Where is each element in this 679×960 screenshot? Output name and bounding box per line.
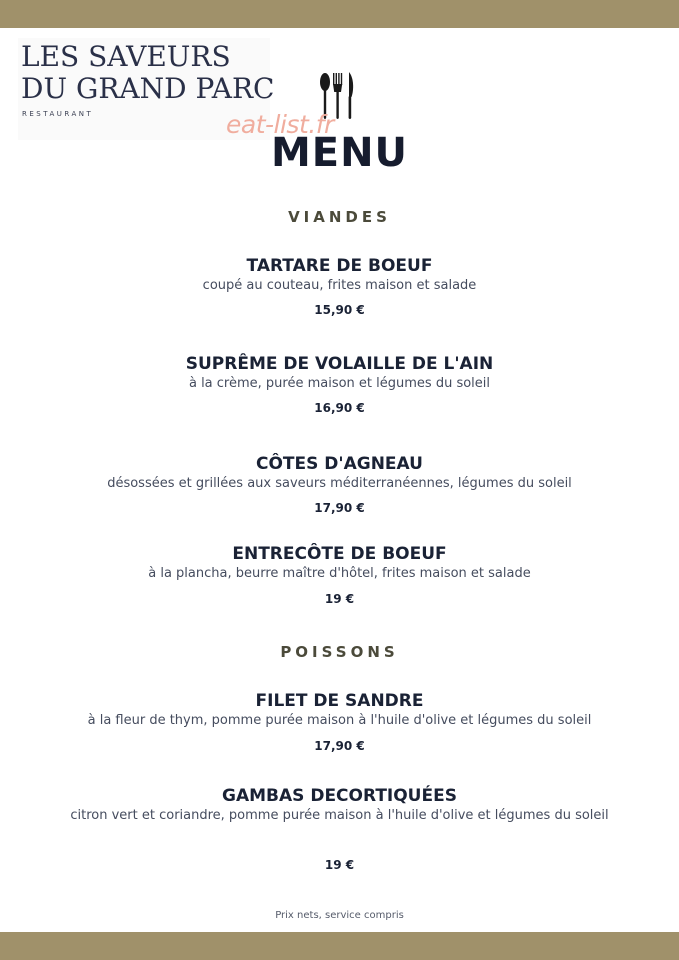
dish-supreme-volaille (0, 353, 679, 393)
menu-title: MENU (270, 130, 409, 176)
dish-name: FILET DE SANDRE (255, 691, 424, 711)
dish-cotes-agneau (0, 453, 679, 493)
watermark: eat-list.fr (226, 110, 334, 139)
section-poissons: POISSONS (280, 643, 399, 661)
dish-price: 17,90 € (314, 501, 365, 515)
dish-price: 16,90 € (314, 401, 365, 415)
dish-tartare (0, 255, 679, 295)
logo-subtitle: RESTAURANT (22, 110, 94, 118)
logo-line-2: DU GRAND PARC (21, 72, 275, 105)
dish-name: CÔTES D'AGNEAU (255, 454, 423, 474)
dish-gambas (0, 785, 679, 825)
top-band (0, 0, 679, 28)
dish-description: coupé au couteau, frites maison et salade (202, 278, 477, 293)
dish-entrecote (0, 543, 679, 583)
logo-line-1: LES SAVEURS (21, 40, 231, 73)
dish-name: ENTRECÔTE DE BOEUF (232, 544, 447, 564)
bottom-band (0, 932, 679, 960)
dish-price: 19 € (324, 858, 355, 872)
dish-filet-sandre (0, 690, 679, 730)
dish-price: 15,90 € (314, 303, 365, 317)
section-viandes: VIANDES (288, 208, 391, 226)
dish-price: 17,90 € (314, 739, 365, 753)
dish-price: 19 € (324, 592, 355, 606)
dish-description: à la plancha, beurre maître d'hôtel, frites maison et salade (148, 566, 531, 581)
dish-description: à la crème, purée maison et légumes du soleil (188, 376, 491, 391)
dish-description: citron vert et coriandre, pomme purée maison à l'huile d'olive et légumes du soleil (70, 808, 609, 823)
dish-name: SUPRÊME DE VOLAILLE DE L'AIN (185, 354, 494, 374)
footer-note: Prix nets, service compris (275, 910, 404, 921)
dish-description: désossées et grillées aux saveurs méditerranéennes, légumes du soleil (107, 476, 572, 491)
dish-name: GAMBAS DECORTIQUÉES (222, 786, 457, 806)
dish-name: TARTARE DE BOEUF (246, 256, 433, 276)
dish-description: à la fleur de thym, pomme purée maison à l'huile d'olive et légumes du soleil (87, 713, 592, 728)
